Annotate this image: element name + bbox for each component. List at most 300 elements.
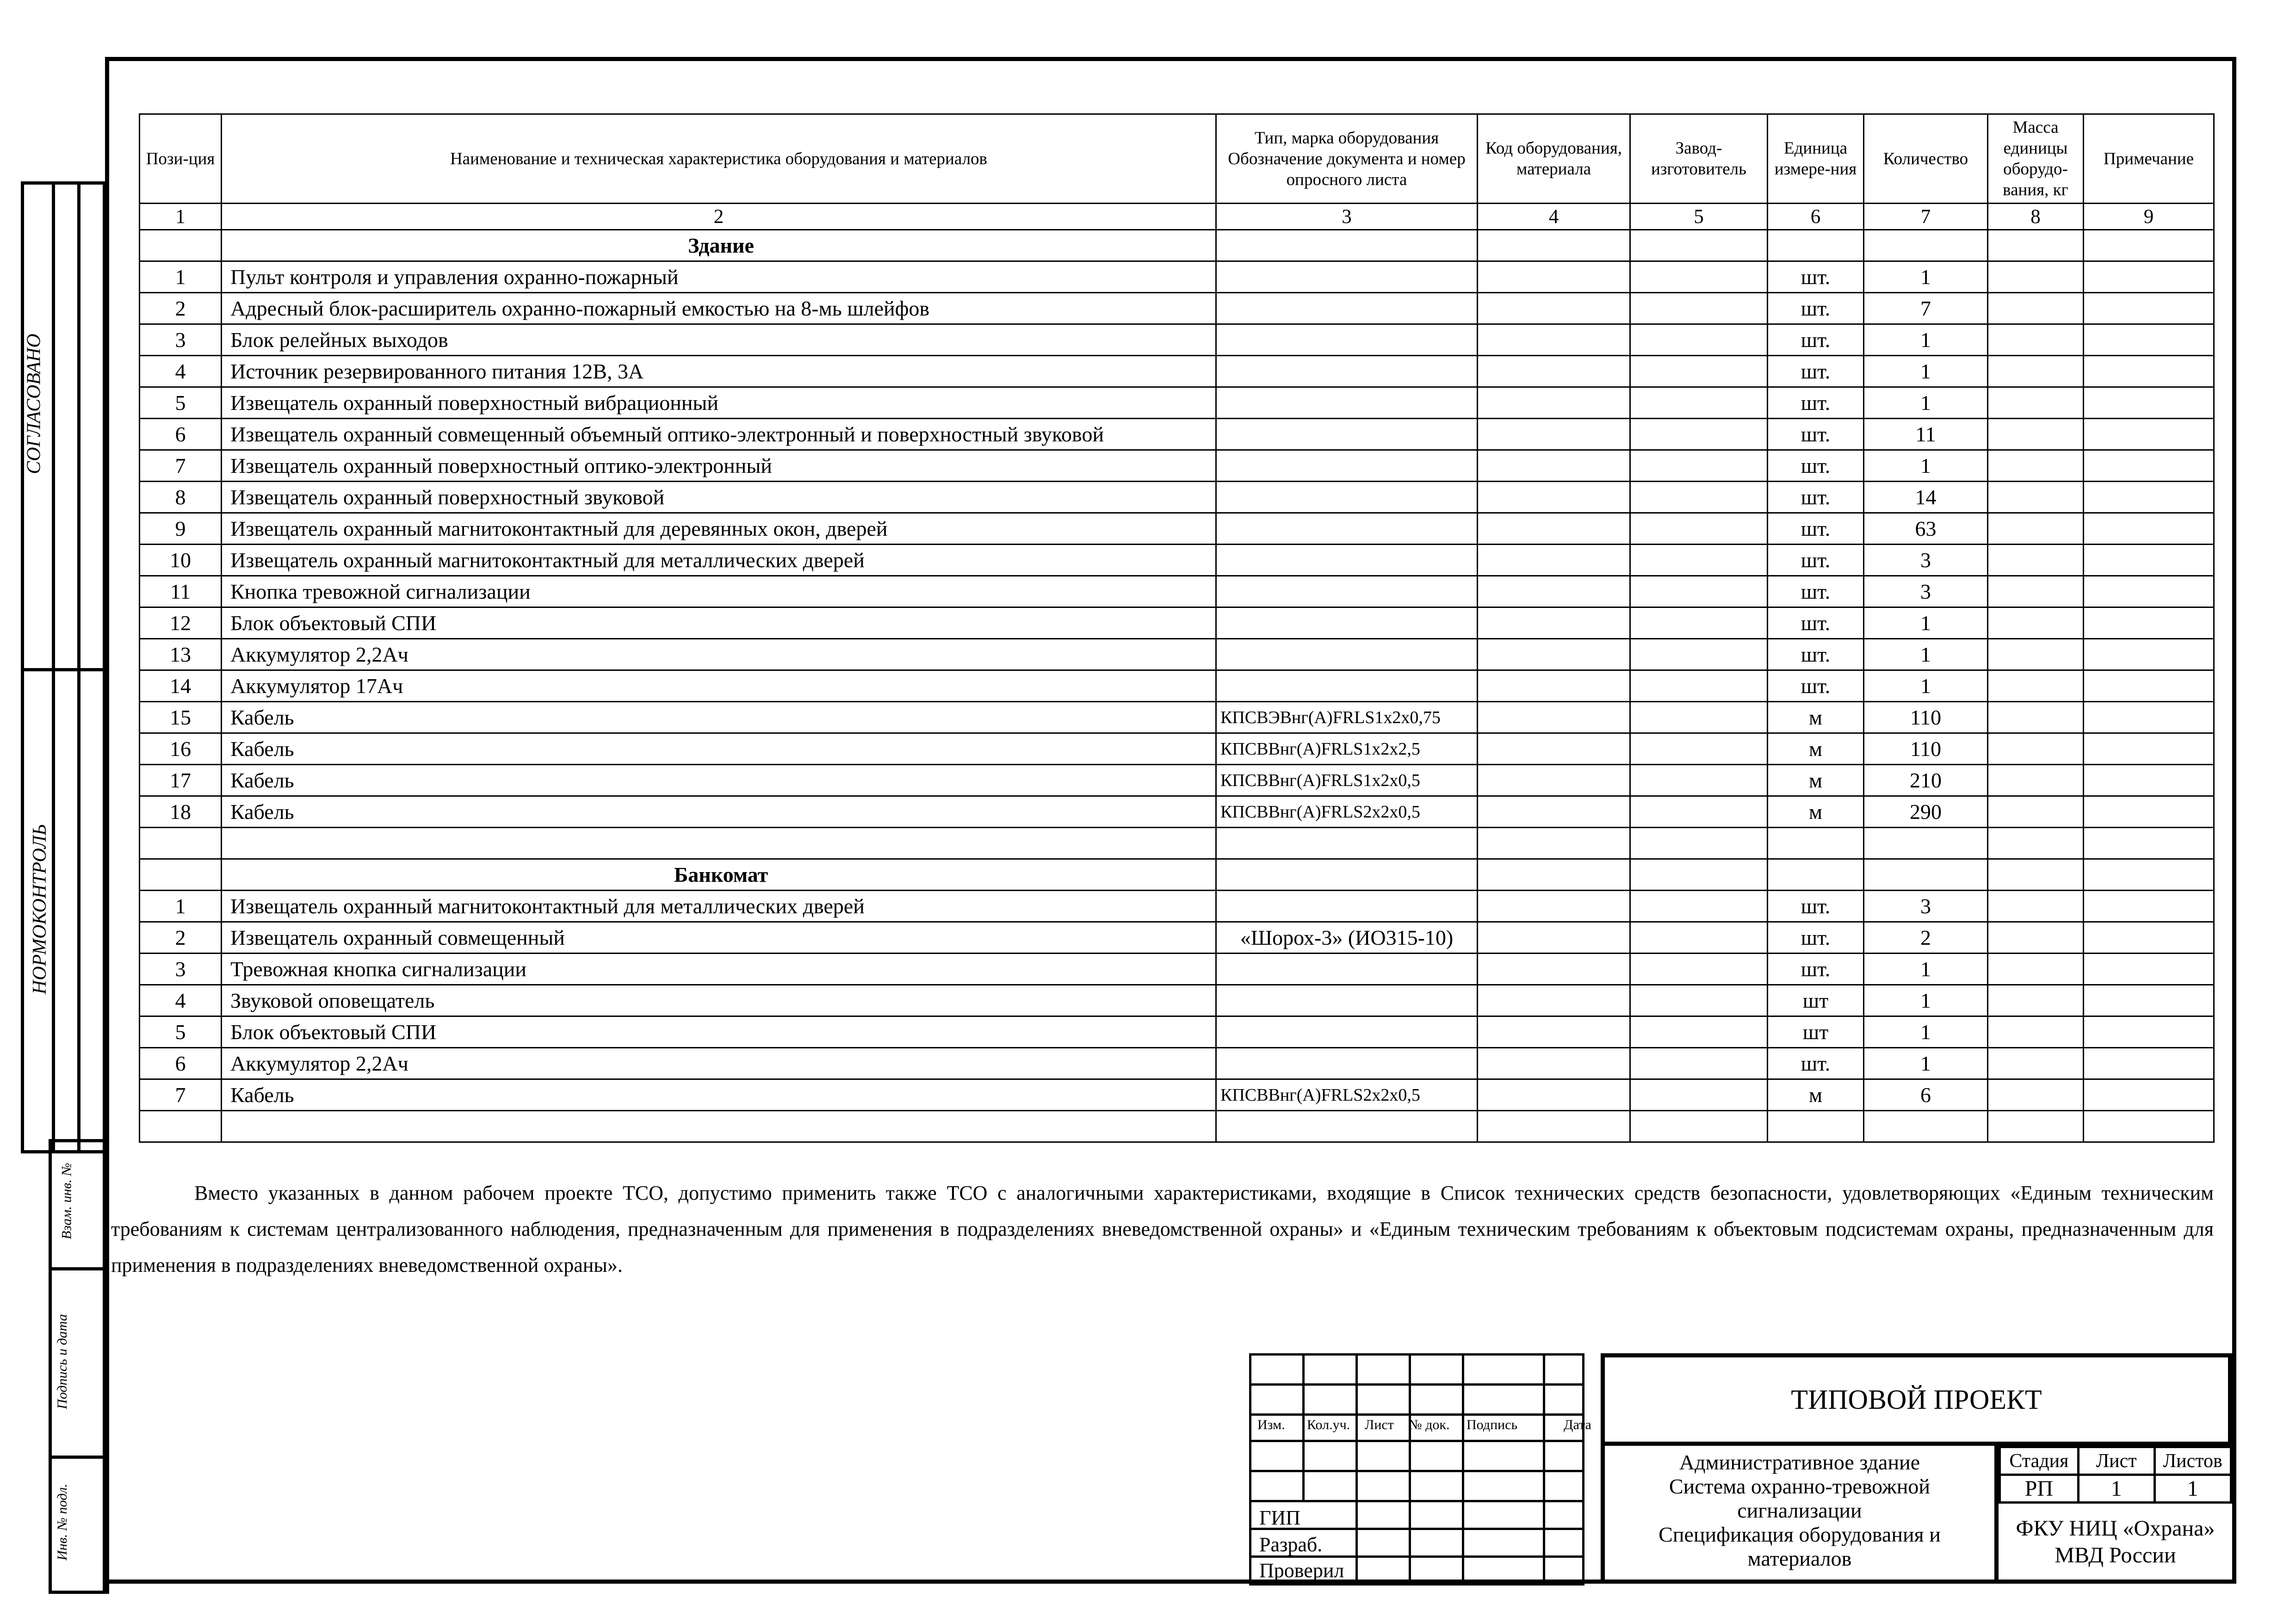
cell-name: Адресный блок-расширитель охранно-пожарный емкостью на 8-мь шлейфов — [222, 293, 1216, 324]
cell-position: 16 — [140, 733, 222, 765]
cell-code — [1478, 261, 1630, 293]
sheets-value: 1 — [2154, 1475, 2231, 1503]
cell-mass — [1988, 702, 2084, 733]
label-izm: Изм. — [1257, 1417, 1285, 1432]
column-number: 6 — [1768, 204, 1864, 230]
description-line: Система охранно-тревожной — [1669, 1474, 1931, 1498]
description-line: Спецификация оборудования и — [1659, 1523, 1941, 1546]
cell-manufacturer — [1630, 922, 1768, 954]
cell-note — [2084, 670, 2214, 702]
cell-empty — [1630, 828, 1768, 859]
cell-type — [1216, 670, 1478, 702]
cell-type: КПСВВнг(А)FRLS1х2х2,5 — [1216, 733, 1478, 765]
cell-empty — [1216, 859, 1478, 891]
cell-empty — [1988, 230, 2084, 261]
cell-unit: шт. — [1768, 293, 1864, 324]
cell-empty — [1216, 1111, 1478, 1142]
cell-position: 3 — [140, 324, 222, 356]
cell-unit: шт. — [1768, 922, 1864, 954]
cell-unit: м — [1768, 702, 1864, 733]
header-unit: Единица измере-ния — [1768, 114, 1864, 204]
header-type: Тип, марка оборудования Обозначение документа и номер опросного листа — [1216, 114, 1478, 204]
cell-quantity: 11 — [1864, 419, 1988, 450]
cell-name: Извещатель охранный поверхностный вибрационный — [222, 387, 1216, 419]
cell-unit: шт. — [1768, 545, 1864, 576]
cell-quantity: 6 — [1864, 1079, 1988, 1111]
cell-note — [2084, 922, 2214, 954]
column-number: 9 — [2084, 204, 2214, 230]
cell-manufacturer — [1630, 513, 1768, 545]
cell-type — [1216, 482, 1478, 513]
cell-type — [1216, 891, 1478, 922]
cell-note — [2084, 702, 2214, 733]
column-number-row — [140, 204, 2214, 230]
cell-mass — [1988, 419, 2084, 450]
table-row — [140, 324, 2214, 356]
cell-quantity: 1 — [1864, 985, 1988, 1016]
cell-manufacturer — [1630, 954, 1768, 985]
cell-empty — [1216, 828, 1478, 859]
organization — [1999, 1500, 2232, 1584]
cell-type — [1216, 954, 1478, 985]
cell-unit: шт. — [1768, 954, 1864, 985]
cell-note — [2084, 482, 2214, 513]
cell-quantity: 2 — [1864, 922, 1988, 954]
cell-unit: шт. — [1768, 482, 1864, 513]
cell-unit: шт. — [1768, 891, 1864, 922]
cell-code — [1478, 1079, 1630, 1111]
column-number: 8 — [1988, 204, 2084, 230]
empty-row — [140, 1111, 2214, 1142]
description-line: сигнализации — [1737, 1499, 1862, 1522]
cell-quantity: 1 — [1864, 607, 1988, 639]
cell-mass — [1988, 1016, 2084, 1048]
cell-position: 2 — [140, 293, 222, 324]
column-number: 1 — [140, 204, 222, 230]
table-row — [140, 796, 2214, 828]
cell-mass — [1988, 482, 2084, 513]
cell-empty — [2084, 1111, 2214, 1142]
cell-unit: шт. — [1768, 576, 1864, 607]
label-kol-uch: Кол.уч. — [1307, 1417, 1350, 1432]
cell-name: Источник резервированного питания 12В, 3А — [222, 356, 1216, 387]
header-manufacturer: Завод-изготовитель — [1630, 114, 1768, 204]
table-row — [140, 670, 2214, 702]
cell-unit: шт — [1768, 985, 1864, 1016]
cell-manufacturer — [1630, 356, 1768, 387]
cell-name: Блок объектовый СПИ — [222, 1016, 1216, 1048]
cell-name: Аккумулятор 2,2Ач — [222, 1048, 1216, 1079]
cell-empty — [222, 828, 1216, 859]
table-row — [140, 1048, 2214, 1079]
cell-quantity: 110 — [1864, 733, 1988, 765]
cell-position: 15 — [140, 702, 222, 733]
cell-note — [2084, 545, 2214, 576]
cell-quantity: 110 — [1864, 702, 1988, 733]
cell-code — [1478, 482, 1630, 513]
table-row — [140, 1016, 2214, 1048]
table-row — [140, 985, 2214, 1016]
cell-type — [1216, 1016, 1478, 1048]
cell-name: Звуковой оповещатель — [222, 985, 1216, 1016]
cell-manufacturer — [1630, 985, 1768, 1016]
cell-empty — [1864, 230, 1988, 261]
table-row — [140, 639, 2214, 670]
cell-type — [1216, 576, 1478, 607]
cell-note — [2084, 765, 2214, 796]
cell-mass — [1988, 324, 2084, 356]
cell-unit: шт. — [1768, 607, 1864, 639]
cell-position: 10 — [140, 545, 222, 576]
cell-empty — [1478, 859, 1630, 891]
cell-unit: шт. — [1768, 670, 1864, 702]
cell-name: Аккумулятор 2,2Ач — [222, 639, 1216, 670]
cell-empty — [1768, 859, 1864, 891]
cell-manufacturer — [1630, 450, 1768, 482]
cell-type — [1216, 419, 1478, 450]
cell-name: Кабель — [222, 796, 1216, 828]
cell-code — [1478, 922, 1630, 954]
inv-replace-label: Взам. инв. № — [59, 1163, 74, 1239]
table-row — [140, 450, 2214, 482]
side-stamp-lower — [49, 1139, 109, 1594]
cell-code — [1478, 702, 1630, 733]
cell-position: 1 — [140, 891, 222, 922]
table-row — [140, 419, 2214, 450]
cell-code — [1478, 513, 1630, 545]
cell-empty — [2084, 230, 2214, 261]
specification-table — [139, 113, 2215, 1143]
cell-mass — [1988, 922, 2084, 954]
cell-manufacturer — [1630, 387, 1768, 419]
cell-unit: шт. — [1768, 639, 1864, 670]
cell-code — [1478, 607, 1630, 639]
cell-type — [1216, 639, 1478, 670]
cell-type: КПСВЭВнг(А)FRLS1х2х0,75 — [1216, 702, 1478, 733]
label-signature: Подпись — [1467, 1417, 1518, 1432]
table-row — [140, 702, 2214, 733]
cell-note — [2084, 733, 2214, 765]
label-date: Дата — [1564, 1417, 1591, 1432]
cell-quantity: 1 — [1864, 356, 1988, 387]
side-stamp-upper — [21, 181, 106, 1153]
cell-type — [1216, 324, 1478, 356]
description-line: Административное здание — [1679, 1450, 1920, 1474]
cell-position: 5 — [140, 1016, 222, 1048]
cell-manufacturer — [1630, 670, 1768, 702]
cell-empty — [140, 1111, 222, 1142]
cell-empty — [1768, 828, 1864, 859]
cell-empty — [1478, 828, 1630, 859]
cell-mass — [1988, 450, 2084, 482]
cell-name: Тревожная кнопка сигнализации — [222, 954, 1216, 985]
cell-code — [1478, 985, 1630, 1016]
cell-note — [2084, 387, 2214, 419]
cell-name: Кабель — [222, 1079, 1216, 1111]
cell-manufacturer — [1630, 1016, 1768, 1048]
cell-mass — [1988, 1048, 2084, 1079]
cell-code — [1478, 450, 1630, 482]
cell-type — [1216, 1048, 1478, 1079]
cell-unit: шт — [1768, 1016, 1864, 1048]
cell-note — [2084, 356, 2214, 387]
table-row — [140, 387, 2214, 419]
cell-type — [1216, 261, 1478, 293]
cell-mass — [1988, 576, 2084, 607]
cell-mass — [1988, 261, 2084, 293]
cell-quantity: 7 — [1864, 293, 1988, 324]
stage-value: РП — [2000, 1475, 2079, 1503]
cell-position: 11 — [140, 576, 222, 607]
cell-position — [140, 859, 222, 891]
cell-note — [2084, 796, 2214, 828]
cell-quantity: 3 — [1864, 576, 1988, 607]
cell-note — [2084, 607, 2214, 639]
cell-quantity: 290 — [1864, 796, 1988, 828]
cell-mass — [1988, 733, 2084, 765]
table-row — [140, 545, 2214, 576]
cell-name: Пульт контроля и управления охранно-пожарный — [222, 261, 1216, 293]
cell-mass — [1988, 387, 2084, 419]
cell-manufacturer — [1630, 891, 1768, 922]
cell-type — [1216, 450, 1478, 482]
organization-line: МВД России — [2055, 1543, 2176, 1567]
specification-body — [140, 230, 2214, 1142]
cell-position: 1 — [140, 261, 222, 293]
cell-note — [2084, 261, 2214, 293]
cell-empty — [1988, 859, 2084, 891]
table-row — [140, 513, 2214, 545]
cell-manufacturer — [1630, 1048, 1768, 1079]
cell-mass — [1988, 891, 2084, 922]
cell-code — [1478, 954, 1630, 985]
cell-empty — [1768, 230, 1864, 261]
cell-manufacturer — [1630, 482, 1768, 513]
cell-position: 6 — [140, 1048, 222, 1079]
cell-note — [2084, 985, 2214, 1016]
cell-manufacturer — [1630, 796, 1768, 828]
cell-mass — [1988, 670, 2084, 702]
cell-position: 6 — [140, 419, 222, 450]
cell-note — [2084, 513, 2214, 545]
cell-code — [1478, 891, 1630, 922]
cell-code — [1478, 356, 1630, 387]
header-code: Код оборудования, материала — [1478, 114, 1630, 204]
cell-mass — [1988, 607, 2084, 639]
cell-position: 18 — [140, 796, 222, 828]
cell-position: 3 — [140, 954, 222, 985]
cell-unit: м — [1768, 796, 1864, 828]
cell-quantity: 1 — [1864, 639, 1988, 670]
column-number: 3 — [1216, 204, 1478, 230]
cell-name: Кабель — [222, 733, 1216, 765]
cell-position: 13 — [140, 639, 222, 670]
column-number: 2 — [222, 204, 1216, 230]
cell-type — [1216, 387, 1478, 419]
cell-manufacturer — [1630, 576, 1768, 607]
cell-quantity: 210 — [1864, 765, 1988, 796]
cell-empty — [1478, 230, 1630, 261]
stage-table — [1999, 1446, 2232, 1504]
cell-name: Извещатель охранный поверхностный звуковой — [222, 482, 1216, 513]
cell-type — [1216, 985, 1478, 1016]
cell-empty — [140, 828, 222, 859]
cell-note — [2084, 1079, 2214, 1111]
title-block — [1249, 1353, 2232, 1584]
cell-unit: м — [1768, 1079, 1864, 1111]
cell-note — [2084, 576, 2214, 607]
cell-unit: шт. — [1768, 419, 1864, 450]
table-row — [140, 356, 2214, 387]
cell-unit: м — [1768, 765, 1864, 796]
cell-name: Блок релейных выходов — [222, 324, 1216, 356]
cell-quantity: 1 — [1864, 670, 1988, 702]
cell-name: Извещатель охранный магнитоконтактный для металлических дверей — [222, 891, 1216, 922]
cell-type: КПСВВнг(А)FRLS2х2х0,5 — [1216, 796, 1478, 828]
header-note: Примечание — [2084, 114, 2214, 204]
cell-empty — [1864, 828, 1988, 859]
cell-empty — [1864, 859, 1988, 891]
cell-position: 7 — [140, 1079, 222, 1111]
cell-name: Извещатель охранный совмещенный — [222, 922, 1216, 954]
cell-manufacturer — [1630, 293, 1768, 324]
cell-empty — [1988, 828, 2084, 859]
cell-name: Кабель — [222, 765, 1216, 796]
cell-position: 4 — [140, 985, 222, 1016]
table-row — [140, 261, 2214, 293]
table-row — [140, 733, 2214, 765]
cell-empty — [1768, 1111, 1864, 1142]
project-type-title: ТИПОВОЙ ПРОЕКТ — [1601, 1353, 2232, 1446]
cell-quantity: 1 — [1864, 450, 1988, 482]
cell-manufacturer — [1630, 639, 1768, 670]
cell-type — [1216, 545, 1478, 576]
label-doc-no: № док. — [1409, 1417, 1450, 1432]
cell-unit: шт. — [1768, 356, 1864, 387]
cell-name: Извещатель охранный магнитоконтактный для деревянных окон, дверей — [222, 513, 1216, 545]
cell-code — [1478, 670, 1630, 702]
cell-name: Извещатель охранный поверхностный оптико-электронный — [222, 450, 1216, 482]
cell-manufacturer — [1630, 607, 1768, 639]
sign-date-label: Подпись и дата — [54, 1314, 70, 1409]
cell-name: Кнопка тревожной сигнализации — [222, 576, 1216, 607]
table-row — [140, 607, 2214, 639]
sheet-value: 1 — [2078, 1475, 2154, 1503]
cell-note — [2084, 891, 2214, 922]
cell-type — [1216, 513, 1478, 545]
agreed-stamp: СОГЛАСОВАНО — [23, 334, 45, 474]
cell-unit: шт. — [1768, 387, 1864, 419]
organization-line: ФКУ НИЦ «Охрана» — [2016, 1516, 2215, 1541]
cell-unit: шт. — [1768, 324, 1864, 356]
cell-mass — [1988, 954, 2084, 985]
cell-mass — [1988, 639, 2084, 670]
cell-code — [1478, 733, 1630, 765]
cell-type: КПСВВнг(А)FRLS1х2х0,5 — [1216, 765, 1478, 796]
cell-manufacturer — [1630, 1079, 1768, 1111]
cell-quantity: 1 — [1864, 1048, 1988, 1079]
role-checker: Проверил — [1259, 1559, 1344, 1582]
table-row — [140, 765, 2214, 796]
cell-empty — [1630, 230, 1768, 261]
cell-mass — [1988, 985, 2084, 1016]
cell-note — [2084, 293, 2214, 324]
cell-code — [1478, 1048, 1630, 1079]
cell-manufacturer — [1630, 324, 1768, 356]
header-quantity: Количество — [1864, 114, 1988, 204]
cell-mass — [1988, 765, 2084, 796]
cell-note — [2084, 954, 2214, 985]
role-developer: Разраб. — [1259, 1533, 1323, 1556]
section-title: Здание — [222, 230, 1216, 261]
cell-position: 2 — [140, 922, 222, 954]
table-row — [140, 922, 2214, 954]
cell-unit: шт. — [1768, 1048, 1864, 1079]
cell-code — [1478, 293, 1630, 324]
cell-quantity: 1 — [1864, 261, 1988, 293]
cell-position: 12 — [140, 607, 222, 639]
section-title: Банкомат — [222, 859, 1216, 891]
cell-code — [1478, 639, 1630, 670]
cell-mass — [1988, 293, 2084, 324]
cell-unit: шт. — [1768, 261, 1864, 293]
cell-empty — [1864, 1111, 1988, 1142]
cell-code — [1478, 576, 1630, 607]
table-row — [140, 293, 2214, 324]
cell-type — [1216, 356, 1478, 387]
cell-type — [1216, 293, 1478, 324]
cell-note — [2084, 1016, 2214, 1048]
cell-position: 8 — [140, 482, 222, 513]
cell-manufacturer — [1630, 765, 1768, 796]
cell-note — [2084, 324, 2214, 356]
label-list: Лист — [1365, 1417, 1394, 1432]
cell-empty — [222, 1111, 1216, 1142]
column-number: 5 — [1630, 204, 1768, 230]
cell-position: 17 — [140, 765, 222, 796]
cell-name: Извещатель охранный совмещенный объемный оптико-электронный и поверхностный звуковой — [222, 419, 1216, 450]
cell-manufacturer — [1630, 545, 1768, 576]
cell-quantity: 3 — [1864, 545, 1988, 576]
role-gip: ГИП — [1259, 1506, 1300, 1529]
cell-name: Блок объектовый СПИ — [222, 607, 1216, 639]
sheets-label: Листов — [2154, 1447, 2231, 1475]
cell-name: Кабель — [222, 702, 1216, 733]
cell-manufacturer — [1630, 419, 1768, 450]
cell-type — [1216, 607, 1478, 639]
cell-position: 14 — [140, 670, 222, 702]
cell-name: Аккумулятор 17Ач — [222, 670, 1216, 702]
cell-mass — [1988, 513, 2084, 545]
cell-empty — [2084, 828, 2214, 859]
cell-type: КПСВВнг(А)FRLS2х2х0,5 — [1216, 1079, 1478, 1111]
cell-unit: шт. — [1768, 513, 1864, 545]
column-number: 4 — [1478, 204, 1630, 230]
cell-position: 7 — [140, 450, 222, 482]
cell-type: «Шорох-3» (ИО315-10) — [1216, 922, 1478, 954]
section-row — [140, 859, 2214, 891]
cell-position: 4 — [140, 356, 222, 387]
cell-note — [2084, 450, 2214, 482]
cell-code — [1478, 765, 1630, 796]
table-row — [140, 576, 2214, 607]
cell-unit: шт. — [1768, 450, 1864, 482]
cell-empty — [1988, 1111, 2084, 1142]
cell-code — [1478, 796, 1630, 828]
cell-empty — [1478, 1111, 1630, 1142]
cell-position: 9 — [140, 513, 222, 545]
cell-mass — [1988, 796, 2084, 828]
